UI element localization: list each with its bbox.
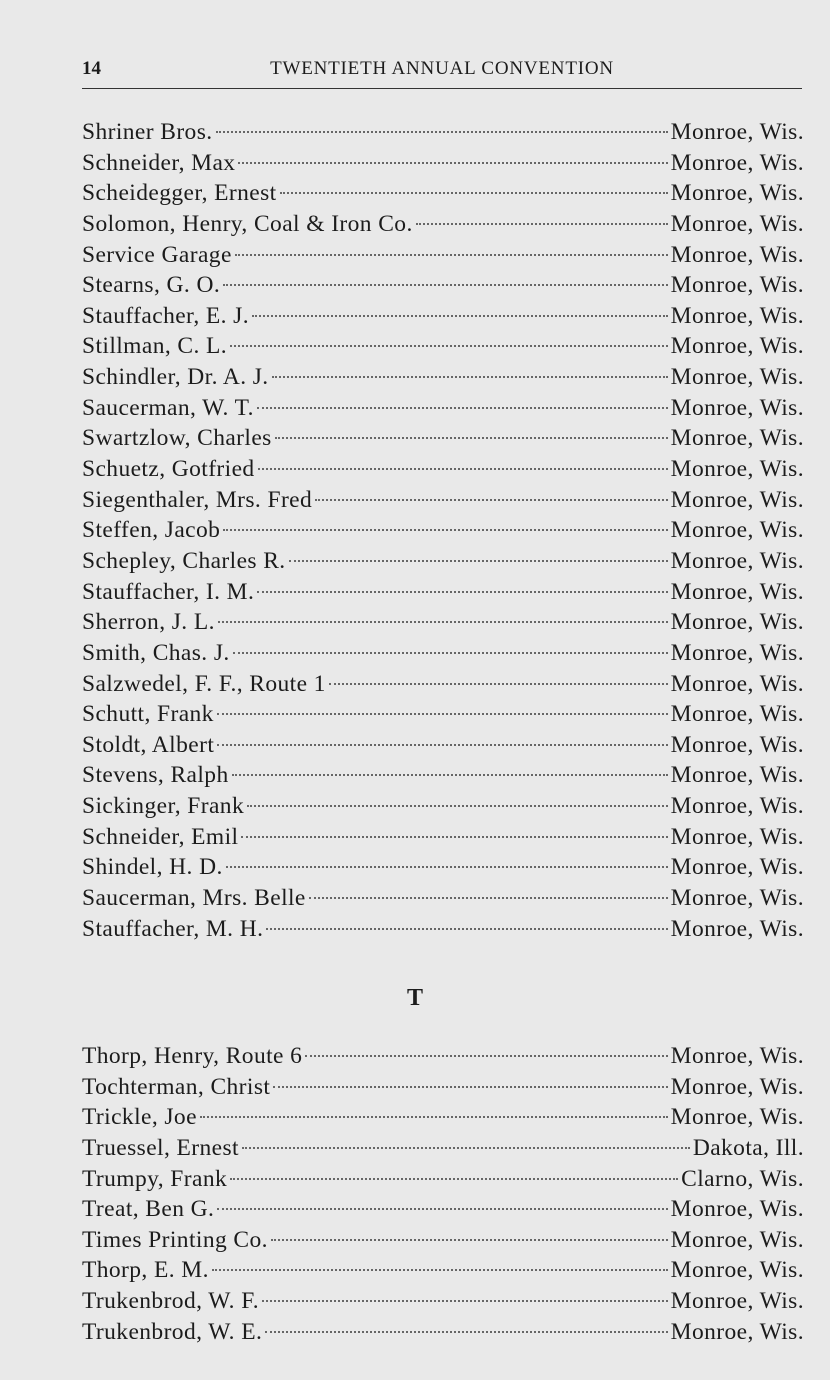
entry-location: Monroe, Wis. [670, 670, 804, 697]
entry-name: Sherron, J. L. [82, 609, 215, 636]
dot-leader [315, 499, 668, 501]
list-item [82, 515, 804, 546]
dot-leader [223, 284, 668, 286]
dot-leader [232, 774, 668, 776]
list-item [82, 730, 804, 761]
entry-location: Monroe, Wis. [670, 915, 804, 942]
list-item [82, 638, 804, 669]
page-number: 14 [82, 58, 101, 79]
entry-location: Clarno, Wis. [681, 1165, 804, 1192]
entry-location: Monroe, Wis. [670, 149, 804, 176]
section-heading-t: T [406, 985, 423, 1011]
list-item [82, 148, 804, 179]
entry-name: Times Printing Co. [82, 1226, 268, 1253]
dot-leader [242, 1147, 690, 1149]
entry-location: Monroe, Wis. [670, 639, 804, 666]
list-item [82, 577, 804, 608]
list-item [82, 1317, 804, 1348]
entry-name: Schuetz, Gotfried [82, 456, 255, 483]
entry-location: Monroe, Wis. [670, 578, 804, 605]
dot-leader [271, 1239, 668, 1241]
entry-name: Smith, Chas. J. [82, 639, 230, 666]
dot-leader [289, 560, 668, 562]
entry-name: Shriner Bros. [82, 119, 213, 145]
dot-leader [262, 1300, 668, 1302]
entry-name: Steffen, Jacob [82, 517, 221, 544]
dot-leader [223, 529, 667, 531]
list-item [82, 760, 804, 791]
entry-name: Stevens, Ralph [82, 762, 229, 789]
entry-location: Monroe, Wis. [670, 854, 804, 881]
entry-name: Saucerman, W. T. [82, 394, 254, 421]
dot-leader [309, 897, 668, 899]
page-header [82, 58, 802, 89]
dot-leader [258, 468, 668, 470]
list-item [82, 1041, 804, 1072]
entry-name: Shindel, H. D. [82, 854, 223, 881]
dot-leader [235, 254, 668, 256]
list-item [82, 822, 804, 853]
dot-leader [305, 1055, 667, 1057]
dot-leader [238, 162, 667, 164]
dot-leader [218, 621, 668, 623]
list-item [82, 852, 804, 883]
entry-name: Trickle, Joe [82, 1104, 197, 1131]
entry-location: Monroe, Wis. [670, 456, 804, 483]
list-item [82, 240, 804, 271]
entry-name: Swartzlow, Charles [82, 425, 272, 452]
entry-name: Schindler, Dr. A. J. [82, 364, 269, 391]
list-item [82, 117, 804, 148]
entry-name: Stearns, G. O. [82, 272, 221, 299]
dot-leader [272, 376, 668, 378]
entry-name: Trumpy, Frank [82, 1165, 228, 1192]
entry-name: Service Garage [82, 241, 232, 268]
entry-name: Schepley, Charles R. [82, 547, 286, 574]
list-item [82, 301, 804, 332]
entry-location: Monroe, Wis. [670, 1043, 804, 1069]
list-item [82, 883, 804, 914]
dot-leader [230, 1178, 678, 1180]
entry-name: Stillman, C. L. [82, 333, 228, 360]
entry-location: Monroe, Wis. [670, 701, 804, 728]
entry-name: Tochterman, Christ [82, 1073, 271, 1100]
entry-location: Monroe, Wis. [670, 731, 804, 758]
list-item [82, 178, 804, 209]
entry-name: Stauffacher, I. M. [82, 578, 255, 605]
entry-name: Salzwedel, F. F., Route 1 [82, 670, 326, 697]
entry-location: Monroe, Wis. [670, 119, 804, 145]
dot-leader [280, 192, 668, 194]
dot-leader [217, 1208, 667, 1210]
list-item [82, 791, 804, 822]
list-item [82, 699, 804, 730]
dot-leader [226, 866, 668, 868]
entry-location: Monroe, Wis. [670, 1318, 804, 1345]
list-item [82, 669, 804, 700]
list-item [82, 362, 804, 393]
dot-leader [252, 315, 668, 317]
entry-location: Monroe, Wis. [670, 1073, 804, 1100]
dot-leader [241, 836, 667, 838]
entry-name: Stoldt, Albert [82, 731, 215, 758]
entry-name: Schutt, Frank [82, 701, 214, 728]
entry-name: Truessel, Ernest [82, 1134, 239, 1161]
entry-name: Thorp, Henry, Route 6 [82, 1043, 303, 1069]
entry-name: Sickinger, Frank [82, 793, 245, 820]
list-item [82, 914, 804, 945]
list-item [82, 546, 804, 577]
entry-name: Scheidegger, Ernest [82, 180, 277, 207]
entry-location: Monroe, Wis. [670, 793, 804, 820]
dot-leader [217, 744, 667, 746]
list-item [82, 607, 804, 638]
entry-location: Monroe, Wis. [670, 302, 804, 329]
dot-leader [212, 1269, 668, 1271]
entry-location: Monroe, Wis. [670, 885, 804, 912]
dot-leader [247, 805, 668, 807]
list-item [82, 209, 804, 240]
dot-leader [275, 437, 668, 439]
entry-name: Thorp, E. M. [82, 1257, 209, 1284]
entry-location: Monroe, Wis. [670, 364, 804, 391]
t-section-list [82, 1041, 804, 1347]
entry-location: Monroe, Wis. [670, 517, 804, 544]
list-item [82, 1225, 804, 1256]
list-item [82, 454, 804, 485]
dot-leader [233, 652, 668, 654]
entry-location: Monroe, Wis. [670, 1226, 804, 1253]
entry-name: Stauffacher, E. J. [82, 302, 250, 329]
dot-leader [416, 223, 668, 225]
entry-name: Treat, Ben G. [82, 1196, 215, 1223]
entry-location: Monroe, Wis. [670, 762, 804, 789]
entry-location: Monroe, Wis. [670, 1288, 804, 1315]
dot-leader [217, 713, 668, 715]
dot-leader [230, 345, 668, 347]
list-item [82, 270, 804, 301]
entry-location: Monroe, Wis. [670, 1257, 804, 1284]
entry-location: Monroe, Wis. [670, 241, 804, 268]
list-item [82, 1133, 804, 1164]
list-item [82, 393, 804, 424]
entry-location: Monroe, Wis. [670, 823, 804, 850]
entry-name: Stauffacher, M. H. [82, 915, 264, 942]
dot-leader [216, 131, 668, 133]
entry-location: Monroe, Wis. [670, 333, 804, 360]
list-item [82, 1102, 804, 1133]
entry-location: Monroe, Wis. [670, 609, 804, 636]
entry-location: Monroe, Wis. [670, 210, 804, 237]
dot-leader [266, 928, 667, 930]
entry-name: Schneider, Max [82, 149, 236, 176]
dot-leader [273, 1086, 667, 1088]
entry-name: Trukenbrod, W. E. [82, 1318, 263, 1345]
entry-location: Monroe, Wis. [670, 180, 804, 207]
dot-leader [257, 591, 667, 593]
list-item [82, 485, 804, 516]
entry-location: Monroe, Wis. [670, 272, 804, 299]
entry-name: Trukenbrod, W. F. [82, 1288, 260, 1315]
list-item [82, 1255, 804, 1286]
dot-leader [265, 1331, 667, 1333]
entry-location: Dakota, Ill. [692, 1134, 804, 1161]
dot-leader [257, 407, 668, 409]
list-item [82, 1164, 804, 1195]
entry-location: Monroe, Wis. [670, 486, 804, 513]
entry-location: Monroe, Wis. [670, 394, 804, 421]
running-head: TWENTIETH ANNUAL CONVENTION [270, 58, 614, 79]
entry-name: Saucerman, Mrs. Belle [82, 885, 306, 912]
entry-name: Siegenthaler, Mrs. Fred [82, 486, 313, 513]
s-section-list [82, 117, 804, 944]
dot-leader [329, 683, 668, 685]
entry-location: Monroe, Wis. [670, 1196, 804, 1223]
entry-location: Monroe, Wis. [670, 547, 804, 574]
entry-location: Monroe, Wis. [670, 425, 804, 452]
dot-leader [200, 1116, 668, 1118]
list-item [82, 1194, 804, 1225]
list-item [82, 331, 804, 362]
entry-name: Solomon, Henry, Coal & Iron Co. [82, 210, 413, 237]
list-item [82, 1072, 804, 1103]
list-item [82, 1286, 804, 1317]
entry-name: Schneider, Emil [82, 823, 239, 850]
entry-location: Monroe, Wis. [670, 1104, 804, 1131]
list-item [82, 423, 804, 454]
